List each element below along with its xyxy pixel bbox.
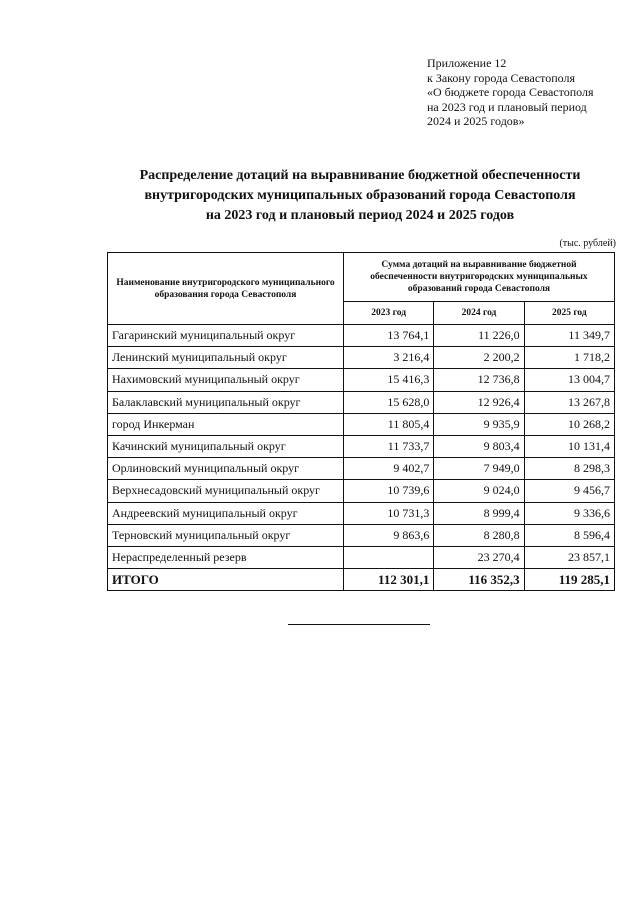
appendix-line: на 2023 год и плановый период [427,99,587,114]
value-2024: 2 200,2 [434,347,524,369]
subsidy-table [107,252,615,591]
document-title [80,166,640,226]
value-2024: 7 949,0 [434,458,524,480]
row-name: Терновский муниципальный округ [108,524,344,546]
table-row [108,502,615,524]
value-2023: 11 733,7 [344,435,434,457]
row-name: Орлиновский муниципальный округ [108,458,344,480]
total-2024: 116 352,3 [434,569,524,591]
table-row [108,458,615,480]
value-2023: 3 216,4 [344,347,434,369]
value-2025: 10 131,4 [524,435,614,457]
row-name: Андреевский муниципальный округ [108,502,344,524]
value-2025: 13 267,8 [524,391,614,413]
value-2024: 23 270,4 [434,546,524,568]
table-row [108,391,615,413]
row-name: Качинский муниципальный округ [108,435,344,457]
value-2024: 8 999,4 [434,502,524,524]
value-2024: 12 926,4 [434,391,524,413]
appendix-line: «О бюджете города Севастополя [427,85,594,99]
row-name: Верхнесадовский муниципальный округ [108,480,344,502]
value-2023: 13 764,1 [344,325,434,347]
value-2024: 11 226,0 [434,325,524,347]
row-name: Нераспределенный резерв [108,546,344,568]
row-name: Нахимовский муниципальный округ [108,369,344,391]
total-2025: 119 285,1 [524,569,614,591]
appendix-line: 2024 и 2025 годов» [427,114,525,128]
value-2025: 9 336,6 [524,502,614,524]
title-line: внутригородских муниципальных образований города Севастополя [144,188,576,203]
header-municipality: Наименование внутригородского муниципального образования города Севастополя [108,253,344,325]
value-2023: 9 402,7 [344,458,434,480]
row-name: Ленинский муниципальный округ [108,347,344,369]
table-row [108,435,615,457]
appendix-line: к Закону города Севастополя [427,70,576,85]
table-row [108,546,615,568]
header-year-2025: 2025 год [524,302,614,325]
value-2024: 12 736,8 [434,369,524,391]
value-2024: 9 803,4 [434,435,524,457]
value-2025: 8 596,4 [524,524,614,546]
table-row [108,480,615,502]
total-label: ИТОГО [108,569,344,591]
table-row [108,347,615,369]
table-row [108,325,615,347]
value-2024: 9 024,0 [434,480,524,502]
title-line: Распределение дотаций на выравнивание бюджетной обеспеченности [139,168,581,183]
header-year-2023: 2023 год [344,302,434,325]
value-2025: 8 298,3 [524,458,614,480]
value-2023 [344,546,434,568]
total-row [108,569,615,591]
row-name: Балаклавский муниципальный округ [108,391,344,413]
appendix-note [427,56,632,129]
units-label: (тыс. рублей) [559,238,616,249]
value-2024: 9 935,9 [434,413,524,435]
value-2025: 1 718,2 [524,347,614,369]
value-2024: 8 280,8 [434,524,524,546]
header-year-2024: 2024 год [434,302,524,325]
value-2023: 15 416,3 [344,369,434,391]
value-2025: 23 857,1 [524,546,614,568]
value-2023: 15 628,0 [344,391,434,413]
value-2023: 10 739,6 [344,480,434,502]
row-name: город Инкерман [108,413,344,435]
value-2025: 13 004,7 [524,369,614,391]
title-line: на 2023 год и плановый период 2024 и 2025 годов [205,208,515,223]
table-row [108,413,615,435]
value-2023: 9 863,6 [344,524,434,546]
value-2025: 9 456,7 [524,480,614,502]
value-2025: 10 268,2 [524,413,614,435]
appendix-line: Приложение 12 [427,56,507,70]
header-sum: Сумма дотаций на выравнивание бюджетной обеспеченности внутригородских муниципальных образований города Севастополя [344,253,615,302]
total-2023: 112 301,1 [344,569,434,591]
end-divider [288,624,430,625]
value-2023: 11 805,4 [344,413,434,435]
table-row [108,524,615,546]
value-2025: 11 349,7 [524,325,614,347]
value-2023: 10 731,3 [344,502,434,524]
table-row [108,369,615,391]
row-name: Гагаринский муниципальный округ [108,325,344,347]
